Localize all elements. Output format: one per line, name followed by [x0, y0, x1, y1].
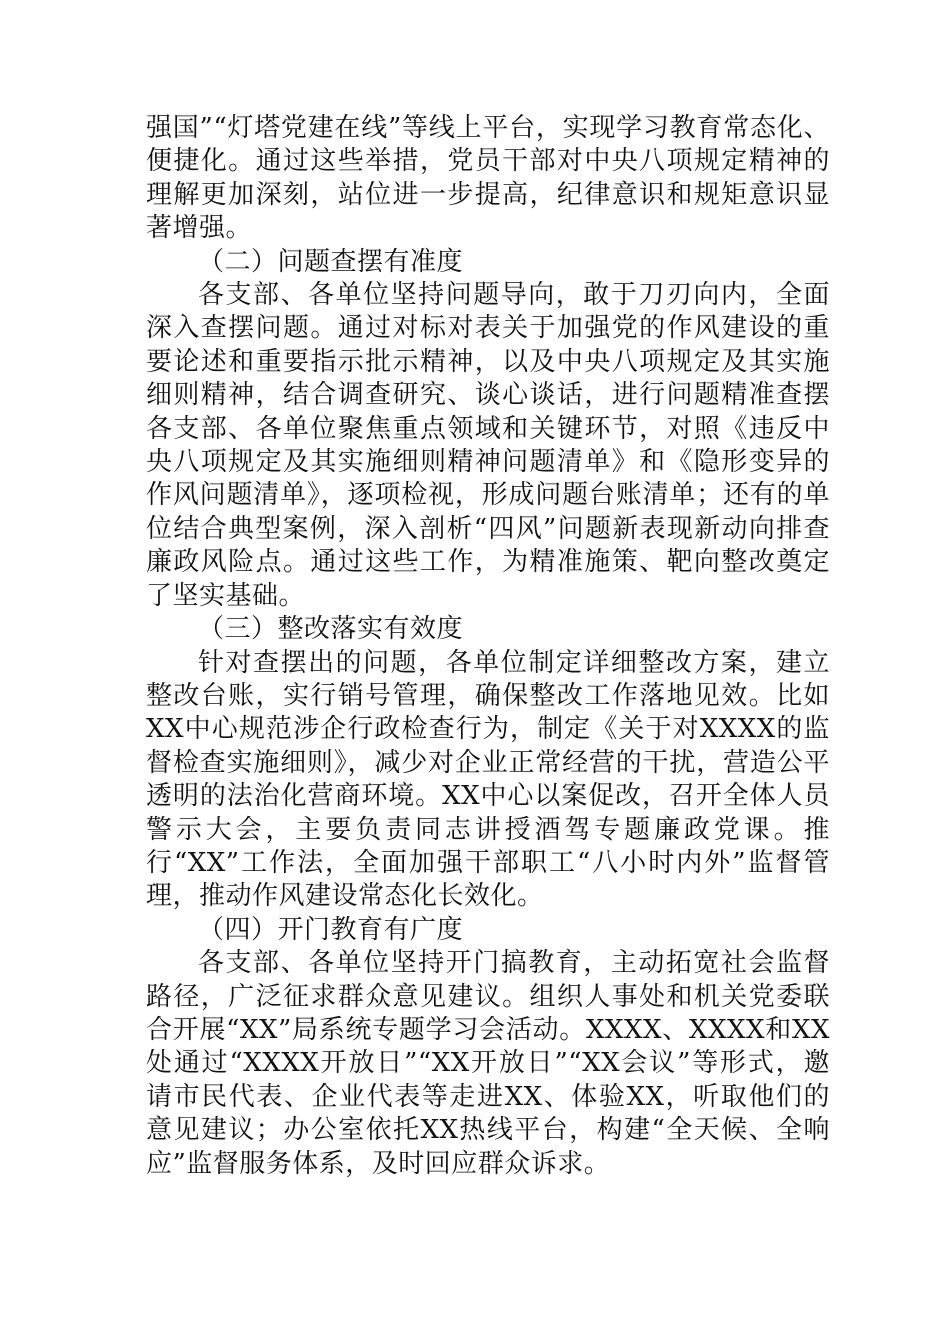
section-heading-4: （四）开门教育有广度 — [198, 914, 464, 945]
section-heading-2: （二）问题查摆有准度 — [198, 246, 464, 277]
section-heading-3: （三）整改落实有效度 — [198, 614, 464, 645]
section-paragraph-3: 针对查摆出的问题，各单位制定详细整改方案，建立整改台账，实行销号管理，确保整改工作落地见效。比如XX中心规范涉企行政检查行为，制定《关于对XXXX的监督检查实施细则》，减少对企业正常经营的干扰，营造公平透明的法治化营商环境。XX中心以案促改，召开全体人员警示大会，主要负责同志讲授酒驾专题廉政党课。推行“XX”工作法，全面加强干部职工“八小时内外”监督管理，推动作风建设常态化长效化。 — [146, 647, 830, 912]
document-page — [146, 112, 830, 1181]
section-paragraph-4: 各支部、各单位坚持开门搞教育，主动拓宽社会监督路径，广泛征求群众意见建议。组织人事处和机关党委联合开展“XX”局系统专题学习会活动。XXXX、XXXX和XX处通过“XXXX开放日”“XX开放日”“XX会议”等形式，邀请市民代表、企业代表等走进XX、体验XX，听取他们的意见建议；办公室依托XX热线平台，构建“全天候、全响应”监督服务体系，及时回应群众诉求。 — [146, 948, 830, 1179]
section-paragraph-2: 各支部、各单位坚持问题导向，敢于刀刃向内，全面深入查摆问题。通过对标对表关于加强党的作风建设的重要论述和重要指示批示精神，以及中央八项规定及其实施细则精神，结合调查研究、谈心谈话，进行问题精准查摆各支部、各单位聚焦重点领域和关键环节，对照《违反中央八项规定及其实施细则精神问题清单》和《隐形变异的作风问题清单》，逐项检视，形成问题台账清单；还有的单位结合典型案例，深入剖析“四风”问题新表现新动向排查廉政风险点。通过这些工作，为精准施策、靶向整改奠定了坚实基础。 — [146, 280, 830, 611]
intro-paragraph: 强国”“灯塔党建在线”等线上平台，实现学习教育常态化、便捷化。通过这些举措，党员干部对中央八项规定精神的理解更加深刻，站位进一步提高，纪律意识和规矩意识显著增强。 — [146, 113, 830, 244]
